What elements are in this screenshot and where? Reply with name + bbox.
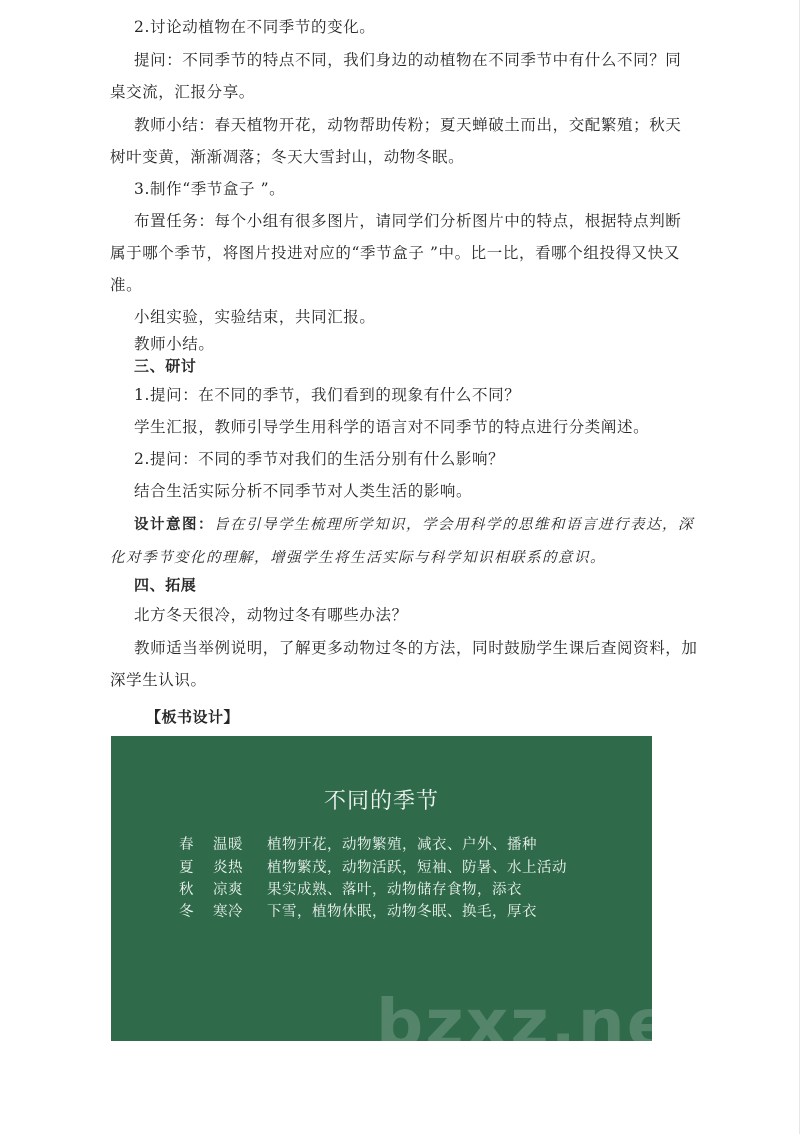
section4-heading: 四、拓展 <box>134 576 197 594</box>
board-feel: 炎热 <box>213 860 243 876</box>
board-season: 夏 <box>179 860 194 876</box>
board-title: 不同的季节 <box>323 789 439 814</box>
board-feel: 寒冷 <box>213 904 243 920</box>
item3-task-line-3: 准。 <box>110 276 143 294</box>
board-row-spring <box>179 834 537 856</box>
item3-summary: 教师小结。 <box>134 335 215 353</box>
board-season: 冬 <box>179 904 194 920</box>
design-intent-label: 设计意图： <box>134 517 214 533</box>
extend-question: 北方冬天很冷，动物过冬有哪些办法？ <box>134 606 408 624</box>
item2-summary-line-2: 树叶变黄，渐渐凋落；冬天大雪封山，动物冬眠。 <box>110 148 465 166</box>
board-feel: 温暖 <box>213 837 243 853</box>
board-row-winter <box>179 901 537 923</box>
board-design-label: 【板书设计】 <box>146 708 240 726</box>
item3-task-line-1: 布置任务：每个小组有很多图片，请同学们分析图片中的特点，根据特点判断 <box>134 212 682 230</box>
board-desc: 果实成熟、落叶，动物储存食物，添衣 <box>267 882 522 898</box>
board-desc: 下雪，植物休眠，动物冬眠、换毛，厚衣 <box>267 904 537 920</box>
board-desc: 植物繁茂，动物活跃，短袖、防暑、水上活动 <box>267 860 567 876</box>
discussion-answer-1: 学生汇报，教师引导学生用科学的语言对不同季节的特点进行分类阐述。 <box>134 418 650 436</box>
blackboard <box>111 736 652 1041</box>
item2-title: 2.讨论动植物在不同季节的变化。 <box>134 18 376 36</box>
board-feel: 凉爽 <box>213 882 243 898</box>
board-season: 秋 <box>179 882 194 898</box>
item2-question-line-1: 提问：不同季节的特点不同，我们身边的动植物在不同季节中有什么不同？同 <box>134 51 682 69</box>
section3-heading: 三、研讨 <box>134 357 197 375</box>
item2-question-line-2: 桌交流，汇报分享。 <box>110 83 255 101</box>
design-intent-text: 旨在引导学生梳理所学知识，学会用科学的思维和语言进行表达，深化对季节变化的理解，增强学生将生活实际与科学知识相联系的意识。 <box>110 517 694 566</box>
board-row-autumn <box>179 879 522 901</box>
discussion-question-2: 2.提问：不同的季节对我们的生活分别有什么影响？ <box>134 450 505 468</box>
design-intent <box>110 509 698 575</box>
board-row-summer <box>179 857 567 879</box>
extend-text-line-1: 教师适当举例说明，了解更多动物过冬的方法，同时鼓励学生课后查阅资料，加 <box>134 639 698 657</box>
discussion-question-1: 1.提问：在不同的季节，我们看到的现象有什么不同？ <box>134 386 521 404</box>
item3-title: 3.制作“季节盒子 ”。 <box>134 180 286 198</box>
board-season: 春 <box>179 837 194 853</box>
board-desc: 植物开花，动物繁殖，减衣、户外、播种 <box>267 837 537 853</box>
item3-experiment: 小组实验，实验结束，共同汇报。 <box>134 308 376 326</box>
extend-text-line-2: 深学生认识。 <box>110 671 207 689</box>
discussion-answer-2: 结合生活实际分析不同季节对人类生活的影响。 <box>134 482 473 500</box>
item2-summary-line-1: 教师小结：春天植物开花，动物帮助传粉；夏天蝉破土而出，交配繁殖；秋天 <box>134 116 682 134</box>
item3-task-line-2: 属于哪个季节，将图片投进对应的“季节盒子 ”中。比一比，看哪个组投得又快又 <box>110 244 680 262</box>
